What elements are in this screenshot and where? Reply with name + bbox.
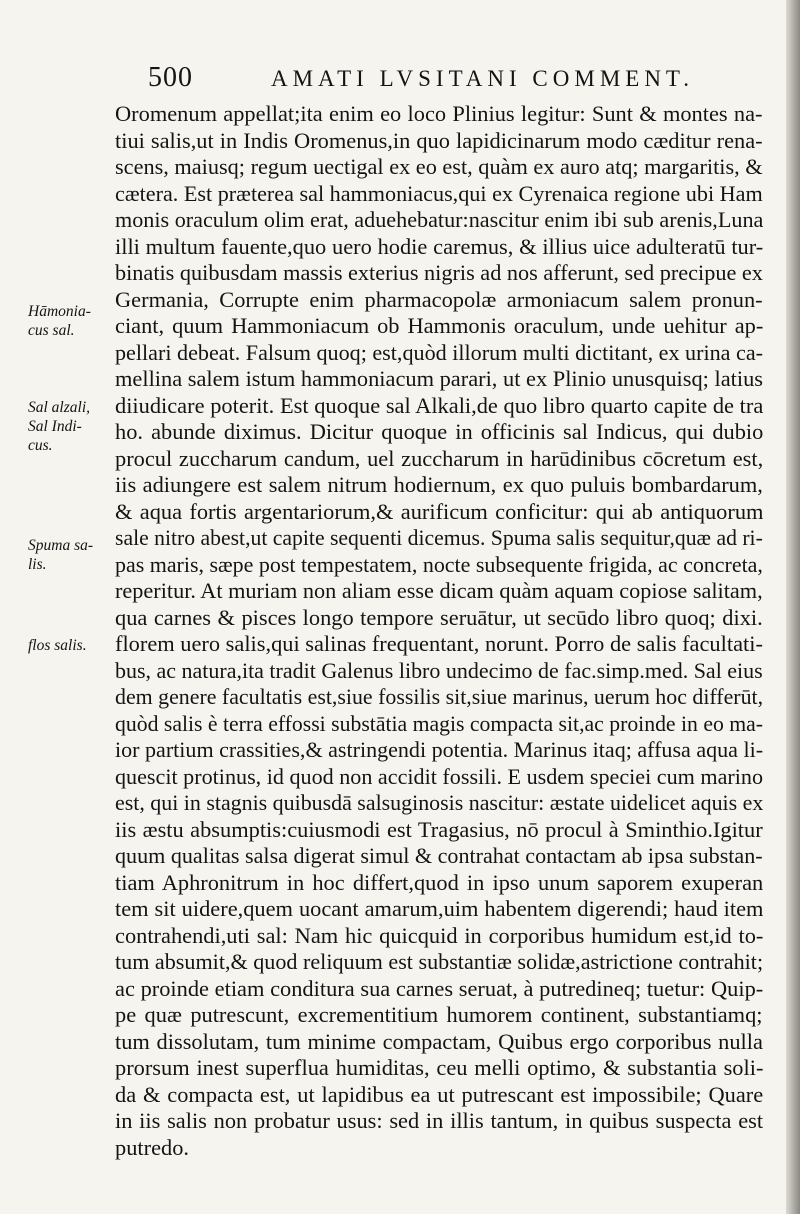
text-line: tem sit uidere,quem uocant amarum,uim habentem digerendi; haud item bbox=[115, 896, 763, 921]
text-line: sale nitro abest,ut capite sequenti dicemus. Spuma salis sequitur,quæ ad ri- bbox=[115, 525, 763, 550]
page-header bbox=[148, 62, 708, 96]
body-text bbox=[115, 101, 763, 1161]
text-line: contrahendi,uti sal: Nam hic quicquid in corporibus humidum est,id to- bbox=[115, 922, 763, 948]
margin-note-hammoniacus: Hāmonia- cus sal. bbox=[28, 303, 91, 339]
page-number: 500 bbox=[148, 62, 193, 93]
text-line: bus, ac natura,ita tradit Galenus libro undecimo de fac.simp.med. Sal eius bbox=[115, 657, 763, 683]
text-line: tum dissolutam, tum minime compactam, Quibus ergo corporibus nulla bbox=[115, 1028, 763, 1054]
text-line: florem uero salis,qui salinas frequentant, norunt. Porro de salis facultati- bbox=[115, 631, 763, 656]
page-edge-shadow bbox=[786, 0, 800, 1214]
text-line: quescit protinus, id quod non accidit fossili. E usdem speciei cum marino bbox=[115, 763, 763, 789]
margin-note-flos-salis: flos salis. bbox=[28, 637, 87, 654]
text-line: mellina salem istum hammoniacum parari, ut ex Plinio unusquisq; latius bbox=[115, 366, 763, 391]
text-line: ior partium crassities,& astringendi potentia. Marinus itaq; affusa aqua li- bbox=[115, 737, 763, 762]
text-line: cætera. Est præterea sal hammoniacus,qui ex Cyrenaica regione ubi Ham bbox=[115, 180, 763, 206]
text-line: in iis salis non probatur usus: sed in illis tantum, in quibus suspecta est bbox=[115, 1108, 763, 1133]
text-line: putredo. bbox=[115, 1134, 189, 1160]
text-line: & aqua fortis argentariorum,& aurificum conficitur: qui ab antiquorum bbox=[115, 498, 763, 524]
text-line: tum absumit,& quod reliquum est substantiæ solidæ,astrictione contrahit; bbox=[115, 949, 763, 974]
text-line: binatis quibusdam massis exterius nigris ad nos afferunt, sed precipue ex bbox=[115, 260, 763, 285]
text-line: illi multum fauente,quo uero hodie caremus, & illius uice adulteratū tur- bbox=[115, 233, 763, 259]
text-line: dem genere facultatis est,siue fossilis sit,siue marinus, uerum hoc differūt, bbox=[115, 684, 764, 709]
text-line: quum qualitas salsa digerat simul & contrahat contactam ab ipsa substan- bbox=[115, 843, 763, 868]
text-line: procul zuccharum candum, uel zuccharum in harūdinibus cōcretum est, bbox=[115, 445, 763, 471]
text-line: iis adiungere est salem nitrum hodiernum, ex quo puluis bombardarum, bbox=[115, 472, 763, 497]
text-line: ho. abunde diximus. Dicitur quoque in officinis sal Indicus, qui dubio bbox=[115, 419, 763, 444]
margin-note-sal-alkali: Sal alzali, Sal Indi- cus. bbox=[28, 399, 91, 454]
text-line: ciant, quum Hammoniacum ob Hammonis oraculum, unde uehitur ap- bbox=[115, 313, 763, 338]
running-head: AMATI LVSITANI COMMENT. bbox=[271, 66, 695, 91]
text-line: diiudicare poterit. Est quoque sal Alkali,de quo libro quarto capite de tra bbox=[115, 392, 763, 418]
text-line: est, qui in stagnis quibusdā salsuginosis nascitur: æstate uidelicet aquis ex bbox=[115, 790, 764, 815]
text-line: Germania, Corrupte enim pharmacopolæ armoniacum salem pronun- bbox=[115, 286, 763, 312]
margin-note-spuma-salis: Spuma sa- lis. bbox=[28, 537, 94, 573]
text-line: quòd salis è terra effossi substātia magis compacta sit,ac proinde in eo ma- bbox=[115, 710, 764, 736]
text-line: tiam Aphronitrum in hoc differt,quod in ipso unum saporem exuperan bbox=[115, 869, 763, 895]
text-line: tiui salis,ut in Indis Oromenus,in quo lapidicinarum modo cæditur rena- bbox=[115, 127, 763, 153]
text-line: pellari debeat. Falsum quoq; est,quòd illorum multi dictitant, ex urina ca- bbox=[115, 339, 763, 365]
text-line: scens, maiusq; regum uectigal ex eo est, quàm ex auro atq; margaritis, & bbox=[115, 154, 763, 179]
text-line: pas maris, sæpe post tempestatem, nocte subsequente frigida, ac concreta, bbox=[115, 551, 763, 577]
text-line: da & compacta est, ut lapidibus ea ut putrescant est impossibile; Quare bbox=[115, 1081, 763, 1107]
text-line: pe quæ putrescunt, excrementitium humorem continent, substantiamq; bbox=[115, 1002, 763, 1027]
text-line: monis oraculum olim erat, aduehebatur:nascitur enim ibi sub arenis,Luna bbox=[115, 207, 763, 232]
text-line: iis æstu absumptis:cuiusmodi est Tragasius, nō procul à Sminthio.Igitur bbox=[115, 816, 763, 842]
text-line: prorsum inest superflua humiditas, ceu melli optimo, & substantia soli- bbox=[115, 1055, 763, 1080]
text-line: Oromenum appellat;ita enim eo loco Plinius legitur: Sunt & montes na- bbox=[115, 101, 763, 126]
text-line: reperitur. At muriam non aliam esse dicam quàm aquam copiose salitam, bbox=[115, 578, 763, 603]
text-line: ac proinde etiam conditura sua carnes seruat, à putredineq; tuetur: Quip- bbox=[115, 975, 763, 1001]
text-line: qua carnes & pisces longo tempore seruātur, ut secūdo libro quoq; dixi. bbox=[115, 604, 763, 630]
